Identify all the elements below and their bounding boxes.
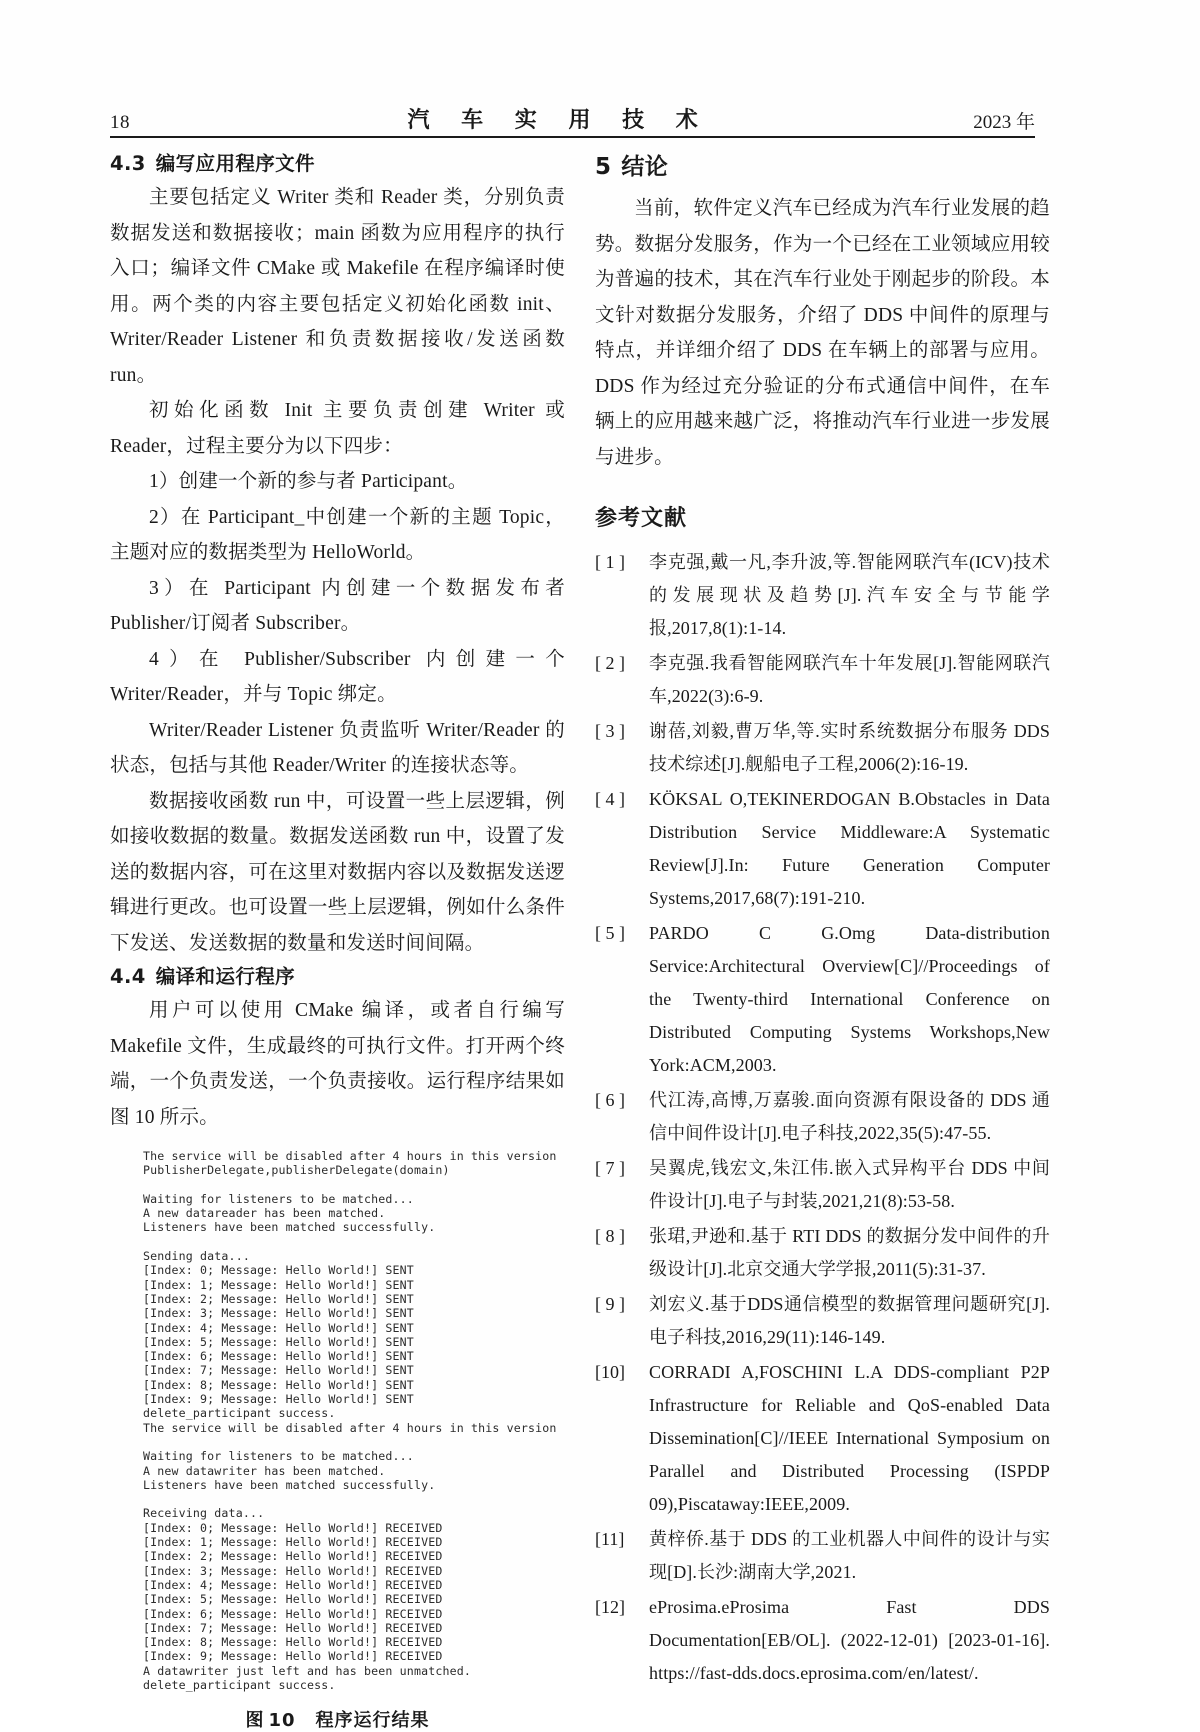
- header-rule: [110, 136, 1035, 138]
- reference-item: [595, 1356, 1050, 1521]
- terminal-line: A datawriter just left and has been unmatched.: [143, 1663, 471, 1678]
- terminal-line: [Index: 0; Message: Hello World!] RECEIVED: [143, 1520, 443, 1535]
- paragraph: 初始化函数 Init 主要负责创建 Writer 或 Reader，过程主要分为以下四步：: [110, 400, 565, 457]
- terminal-line: [Index: 5; Message: Hello World!] RECEIVED: [143, 1592, 443, 1607]
- reference-label: [ 4 ]: [595, 789, 625, 809]
- reference-text: 代江涛,高博,万嘉骏.面向资源有限设备的 DDS 通信中间件设计[J].电子科技,2022,35(5):47-55.: [649, 1090, 1050, 1143]
- terminal-line: Listeners have been matched successfully.: [143, 1477, 436, 1492]
- reference-item: [595, 1523, 1050, 1589]
- terminal-blank-line: [143, 1492, 565, 1506]
- reference-text: KÖKSAL O,TEKINERDOGAN B.Obstacles in Data Distribution Service Middleware:A Systematic Review[J].In: Future Generation Computer Systems,2017,68(7):191-210.: [649, 789, 1050, 908]
- terminal-line: Listeners have been matched successfully.: [143, 1220, 436, 1235]
- paragraph: 当前，软件定义汽车已经成为汽车行业发展的趋势。数据分发服务，作为一个已经在工业领域应用较为普遍的技术，其在汽车行业处于刚起步的阶段。本文针对数据分发服务，介绍了 DDS 中间件的原理与特点，并详细介绍了 DDS 在车辆上的部署与应用。DDS 作为经过充分验证的分布式通信中间件，在车辆上的应用越来越广泛，将推动汽车行业进一步发展与进步。: [595, 198, 1050, 468]
- terminal-line: [Index: 0; Message: Hello World!] SENT: [143, 1263, 414, 1278]
- terminal-line: [Index: 4; Message: Hello World!] SENT: [143, 1320, 414, 1335]
- paragraph: 数据接收函数 run 中，可设置一些上层逻辑，例如接收数据的数量。数据发送函数 run 中，设置了发送的数据内容，可在这里对数据内容以及数据发送逻辑进行更改。也可设置一些上层逻辑，例如什么条件下发送、发送数据的数量和发送时间间隔。: [110, 790, 565, 954]
- terminal-line: [Index: 5; Message: Hello World!] SENT: [143, 1334, 414, 1349]
- reference-label: [ 5 ]: [595, 923, 625, 943]
- figure-10: [110, 1149, 565, 1732]
- left-column: [110, 148, 565, 1732]
- reference-label: [ 9 ]: [595, 1294, 625, 1314]
- terminal-line: [Index: 3; Message: Hello World!] SENT: [143, 1306, 414, 1321]
- paragraph: 用户可以使用 CMake 编译，或者自行编写 Makefile 文件，生成最终的可执行文件。打开两个终端，一个负责发送，一个负责接收。运行程序结果如图 10 所示。: [110, 1000, 565, 1128]
- reference-text: CORRADI A,FOSCHINI L.A DDS-compliant P2P Infrastructure for Reliable and QoS-enabled Data Dissemination[C]//IEEE International Symposium on Parallel and Distributed Processing (ISPDP 09),Piscataway:IEEE,2009.: [649, 1362, 1050, 1514]
- terminal-line: A new datareader has been matched.: [143, 1206, 386, 1221]
- reference-item: [595, 647, 1050, 713]
- list-item: 3）在 Participant 内创建一个数据发布者 Publisher/订阅者 Subscriber。: [110, 577, 565, 634]
- reference-text: 谢蓓,刘毅,曹万华,等.实时系统数据分布服务 DDS 技术综述[J].舰船电子工程,2006(2):16-19.: [649, 721, 1050, 774]
- terminal-line: [Index: 9; Message: Hello World!] RECEIVED: [143, 1649, 443, 1664]
- caption-text: 程序运行结果: [315, 1710, 430, 1732]
- references-list: [595, 546, 1050, 1690]
- reference-label: [12]: [595, 1597, 625, 1617]
- terminal-line: [Index: 6; Message: Hello World!] SENT: [143, 1349, 414, 1364]
- terminal-line: [Index: 7; Message: Hello World!] SENT: [143, 1363, 414, 1378]
- reference-text: 李克强,戴一凡,李升波,等.智能网联汽车(ICV)技术的发展现状及趋势[J].汽车安全与节能学报,2017,8(1):1-14.: [649, 552, 1050, 638]
- publication-year: 2023 年: [973, 112, 1035, 133]
- reference-text: eProsima.eProsima Fast DDS Documentation[EB/OL]. (2022-12-01) [2023-01-16]. https://fast-dds.docs.eprosima.com/en/latest/.: [649, 1597, 1050, 1683]
- reference-text: 吴翼虎,钱宏文,朱江伟.嵌入式异构平台 DDS 中间件设计[J].电子与封装,2021,21(8):53-58.: [649, 1158, 1050, 1211]
- section-heading-4-3: [110, 148, 565, 176]
- terminal-line: delete_participant success.: [143, 1677, 336, 1692]
- terminal-line: A new datawriter has been matched.: [143, 1463, 386, 1478]
- list-item: 2）在 Participant_中创建一个新的主题 Topic，主题对应的数据类型为 HelloWorld。: [110, 506, 565, 563]
- right-column: [595, 148, 1050, 1692]
- list-item: 4）在 Publisher/Subscriber 内创建一个 Writer/Reader，并与 Topic 绑定。: [110, 648, 565, 705]
- section-title-5: 结论: [621, 154, 669, 180]
- terminal-line: delete_participant success.: [143, 1406, 336, 1421]
- reference-item: [595, 1084, 1050, 1150]
- terminal-line: Receiving data...: [143, 1506, 265, 1521]
- paragraph: 主要包括定义 Writer 类和 Reader 类，分别负责数据发送和数据接收；main 函数为应用程序的执行入口；编译文件 CMake 或 Makefile 在程序编译时使用。两个类的内容主要包括定义初始化函数 init、Writer/Reader Listener 和负责数据接收/发送函数 run。: [110, 187, 565, 386]
- section-number-4-3: 4.3: [110, 152, 146, 175]
- section-heading-4-4: [110, 961, 565, 989]
- reference-item: [595, 1288, 1050, 1354]
- reference-item: [595, 546, 1050, 645]
- journal-title: 汽 车 实 用 技 术: [407, 107, 710, 133]
- terminal-line: The service will be disabled after 4 hours in this version: [143, 1420, 557, 1435]
- references-heading: 参考文献: [595, 506, 688, 531]
- terminal-blank-line: [143, 1435, 565, 1449]
- terminal-blank-line: [143, 1235, 565, 1249]
- reference-label: [ 1 ]: [595, 552, 625, 572]
- page-number: 18: [110, 112, 130, 133]
- reference-item: [595, 917, 1050, 1082]
- terminal-line: [Index: 1; Message: Hello World!] SENT: [143, 1277, 414, 1292]
- figure-caption: [110, 1706, 565, 1732]
- terminal-line: [Index: 3; Message: Hello World!] RECEIVED: [143, 1563, 443, 1578]
- section-heading-5: [595, 148, 1050, 181]
- terminal-output: [143, 1149, 565, 1692]
- reference-label: [ 2 ]: [595, 653, 625, 673]
- reference-label: [ 3 ]: [595, 721, 625, 741]
- caption-number: 10: [268, 1710, 296, 1732]
- reference-text: 刘宏义.基于DDS通信模型的数据管理问题研究[J].电子科技,2016,29(11):146-149.: [649, 1294, 1050, 1347]
- terminal-line: [Index: 9; Message: Hello World!] SENT: [143, 1392, 414, 1407]
- reference-item: [595, 715, 1050, 781]
- caption-label: 图: [245, 1710, 265, 1732]
- reference-item: [595, 783, 1050, 915]
- reference-item: [595, 1591, 1050, 1690]
- section-title-4-3: 编写应用程序文件: [155, 152, 315, 175]
- terminal-line: The service will be disabled after 4 hours in this version: [143, 1149, 557, 1163]
- terminal-line: Waiting for listeners to be matched...: [143, 1191, 414, 1206]
- running-head: [110, 98, 1035, 134]
- reference-label: [ 7 ]: [595, 1158, 625, 1178]
- paragraph: Writer/Reader Listener 负责监听 Writer/Reader 的状态，包括与其他 Reader/Writer 的连接状态等。: [110, 719, 565, 776]
- terminal-line: [Index: 7; Message: Hello World!] RECEIVED: [143, 1620, 443, 1635]
- terminal-line: [Index: 8; Message: Hello World!] SENT: [143, 1377, 414, 1392]
- terminal-line: Waiting for listeners to be matched...: [143, 1449, 414, 1464]
- section-number-4-4: 4.4: [110, 965, 146, 988]
- terminal-line: PublisherDelegate,publisherDelegate(domain): [143, 1163, 450, 1178]
- terminal-line: [Index: 2; Message: Hello World!] RECEIVED: [143, 1549, 443, 1564]
- terminal-line: [Index: 8; Message: Hello World!] RECEIVED: [143, 1635, 443, 1650]
- terminal-line: [Index: 2; Message: Hello World!] SENT: [143, 1291, 414, 1306]
- terminal-line: [Index: 6; Message: Hello World!] RECEIVED: [143, 1606, 443, 1621]
- reference-item: [595, 1220, 1050, 1286]
- reference-text: 黄梓侨.基于 DDS 的工业机器人中间件的设计与实现[D].长沙:湖南大学,2021.: [649, 1529, 1050, 1582]
- terminal-blank-line: [143, 1178, 565, 1192]
- reference-item: [595, 1152, 1050, 1218]
- terminal-line: [Index: 4; Message: Hello World!] RECEIVED: [143, 1577, 443, 1592]
- reference-label: [ 6 ]: [595, 1090, 625, 1110]
- reference-text: 张珺,尹逊和.基于 RTI DDS 的数据分发中间件的升级设计[J].北京交通大学学报,2011(5):31-37.: [649, 1226, 1050, 1279]
- section-title-4-4: 编译和运行程序: [155, 965, 296, 988]
- section-number-5: 5: [595, 154, 612, 180]
- list-item: 1）创建一个新的参与者 Participant。: [149, 471, 468, 492]
- reference-label: [ 8 ]: [595, 1226, 625, 1246]
- reference-text: 李克强.我看智能网联汽车十年发展[J].智能网联汽车,2022(3):6-9.: [649, 653, 1050, 706]
- reference-label: [10]: [595, 1362, 625, 1382]
- terminal-line: Sending data...: [143, 1249, 250, 1264]
- terminal-line: [Index: 1; Message: Hello World!] RECEIVED: [143, 1535, 443, 1550]
- reference-text: PARDO C G.Omg Data-distribution Service:Architectural Overview[C]//Proceedings of the Twenty-third International Conference on Distributed Computing Systems Workshops,New York:ACM,2003.: [649, 923, 1050, 1075]
- reference-label: [11]: [595, 1529, 625, 1549]
